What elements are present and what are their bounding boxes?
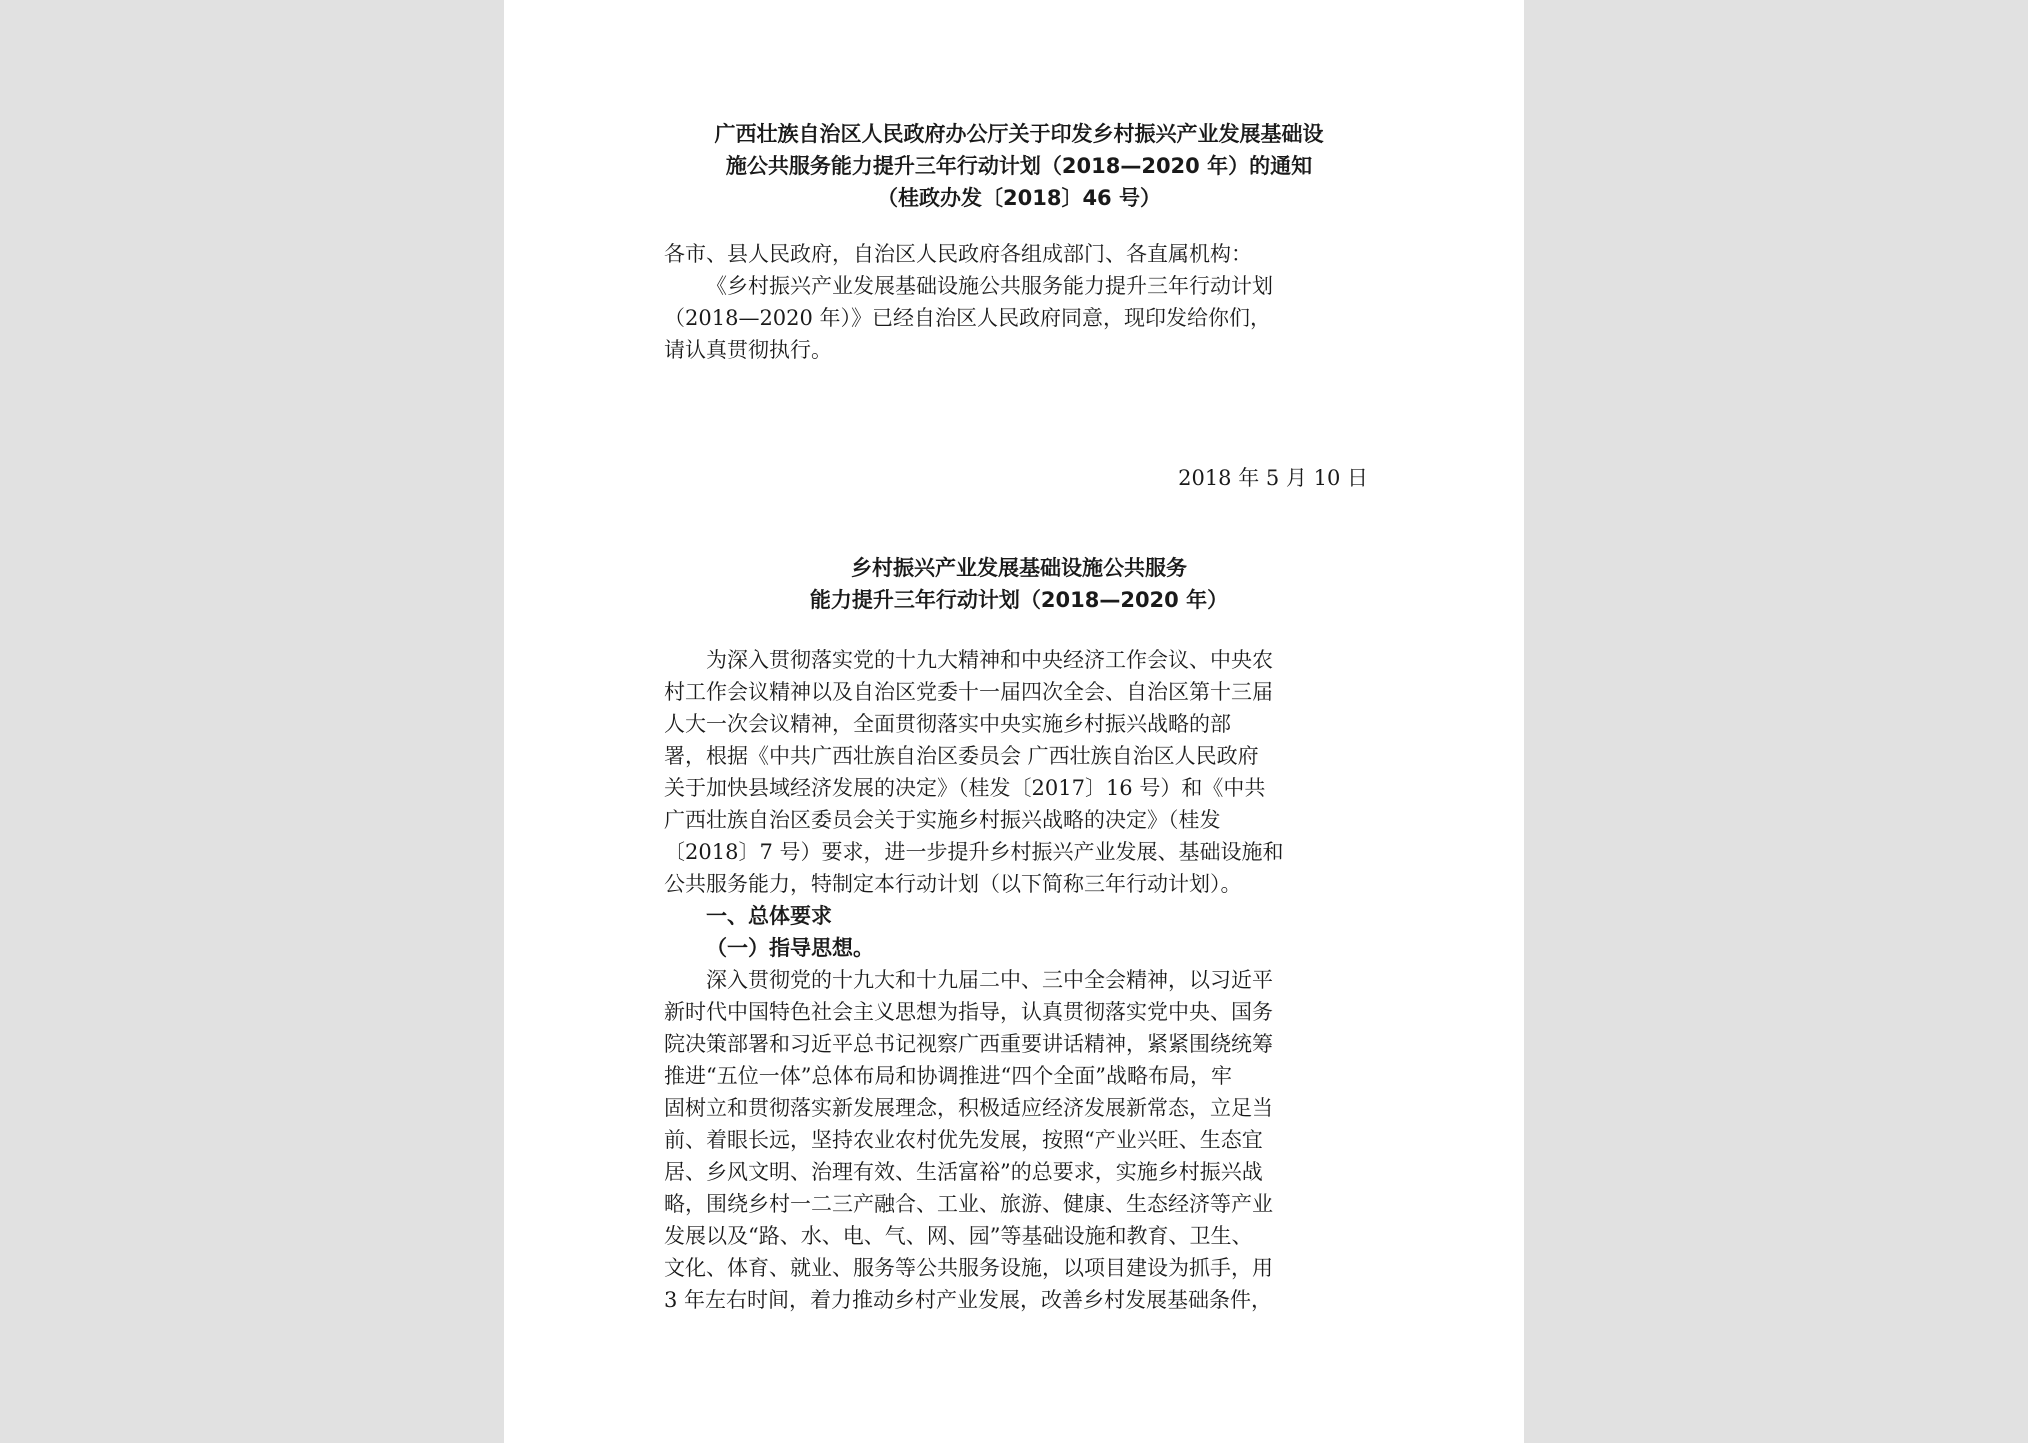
notice-title-line: 施公共服务能力提升三年行动计划（2018—2020 年）的通知: [725, 154, 1313, 178]
plan-intro-line: 关于加快县域经济发展的决定》（桂发〔2017〕16 号）和《中共: [664, 776, 1266, 800]
notice-paragraph-line: （2018—2020 年）》已经自治区人民政府同意，现印发给你们，: [664, 306, 1272, 330]
plan-intro-paragraph: [664, 644, 1374, 900]
guiding-line: 院决策部署和习近平总书记视察广西重要讲话精神，紧紧围绕统筹: [664, 1032, 1273, 1056]
plan-title: [664, 552, 1374, 616]
guiding-line: 推进“五位一体”总体布局和协调推进“四个全面”战略布局，牢: [664, 1064, 1232, 1088]
document-page: [504, 0, 1524, 1443]
notice-title: [664, 118, 1374, 182]
subsection-heading: （一）指导思想。: [706, 936, 874, 960]
guiding-line: 3 年左右时间，着力推动乡村产业发展，改善乡村发展基础条件，: [664, 1288, 1273, 1312]
notice-paragraph-line: 《乡村振兴产业发展基础设施公共服务能力提升三年行动计划: [706, 274, 1273, 298]
guiding-line: 略，围绕乡村一二三产融合、工业、旅游、健康、生态经济等产业: [664, 1192, 1273, 1216]
plan-intro-line: 署，根据《中共广西壮族自治区委员会 广西壮族自治区人民政府: [664, 744, 1259, 768]
notice-paragraph-line: 请认真贯彻执行。: [664, 338, 832, 362]
plan-intro-line: 人大一次会议精神，全面贯彻落实中央实施乡村振兴战略的部: [664, 712, 1231, 736]
guiding-line: 前、着眼长远，坚持农业农村优先发展，按照“产业兴旺、生态宜: [664, 1128, 1263, 1152]
plan-body: [664, 644, 1374, 1316]
notice-title-line: 广西壮族自治区人民政府办公厅关于印发乡村振兴产业发展基础设: [714, 122, 1324, 146]
plan-title-line: 乡村振兴产业发展基础设施公共服务: [851, 556, 1187, 580]
notice-document-number: （桂政办发〔2018〕46 号）: [877, 186, 1161, 210]
notice-paragraph: [664, 270, 1374, 366]
guiding-line: 发展以及“路、水、电、气、网、园”等基础设施和教育、卫生、: [664, 1224, 1253, 1248]
notice-salutation: 各市、县人民政府，自治区人民政府各组成部门、各直属机构：: [664, 242, 1252, 266]
plan-intro-line: 〔2018〕7 号）要求，进一步提升乡村振兴产业发展、基础设施和: [664, 840, 1284, 864]
guiding-line: 文化、体育、就业、服务等公共服务设施，以项目建设为抓手，用: [664, 1256, 1273, 1280]
guiding-line: 新时代中国特色社会主义思想为指导，认真贯彻落实党中央、国务: [664, 1000, 1273, 1024]
notice-date: 2018 年 5 月 10 日: [1178, 466, 1368, 490]
plan-title-line: 能力提升三年行动计划（2018—2020 年）: [809, 588, 1229, 612]
guiding-line: 居、乡风文明、治理有效、生活富裕”的总要求，实施乡村振兴战: [664, 1160, 1263, 1184]
document-content: [664, 118, 1374, 1316]
guiding-line: 固树立和贯彻落实新发展理念，积极适应经济发展新常态，立足当: [664, 1096, 1273, 1120]
plan-intro-line: 为深入贯彻落实党的十九大精神和中央经济工作会议、中央农: [706, 648, 1273, 672]
plan-intro-line: 公共服务能力，特制定本行动计划（以下简称三年行动计划）。: [664, 872, 1242, 896]
guiding-principles-paragraph: [664, 964, 1374, 1316]
plan-intro-line: 村工作会议精神以及自治区党委十一届四次全会、自治区第十三届: [664, 680, 1273, 704]
plan-intro-line: 广西壮族自治区委员会关于实施乡村振兴战略的决定》（桂发: [664, 808, 1221, 832]
section-heading: 一、总体要求: [706, 904, 832, 928]
guiding-line: 深入贯彻党的十九大和十九届二中、三中全会精神，以习近平: [706, 968, 1273, 992]
